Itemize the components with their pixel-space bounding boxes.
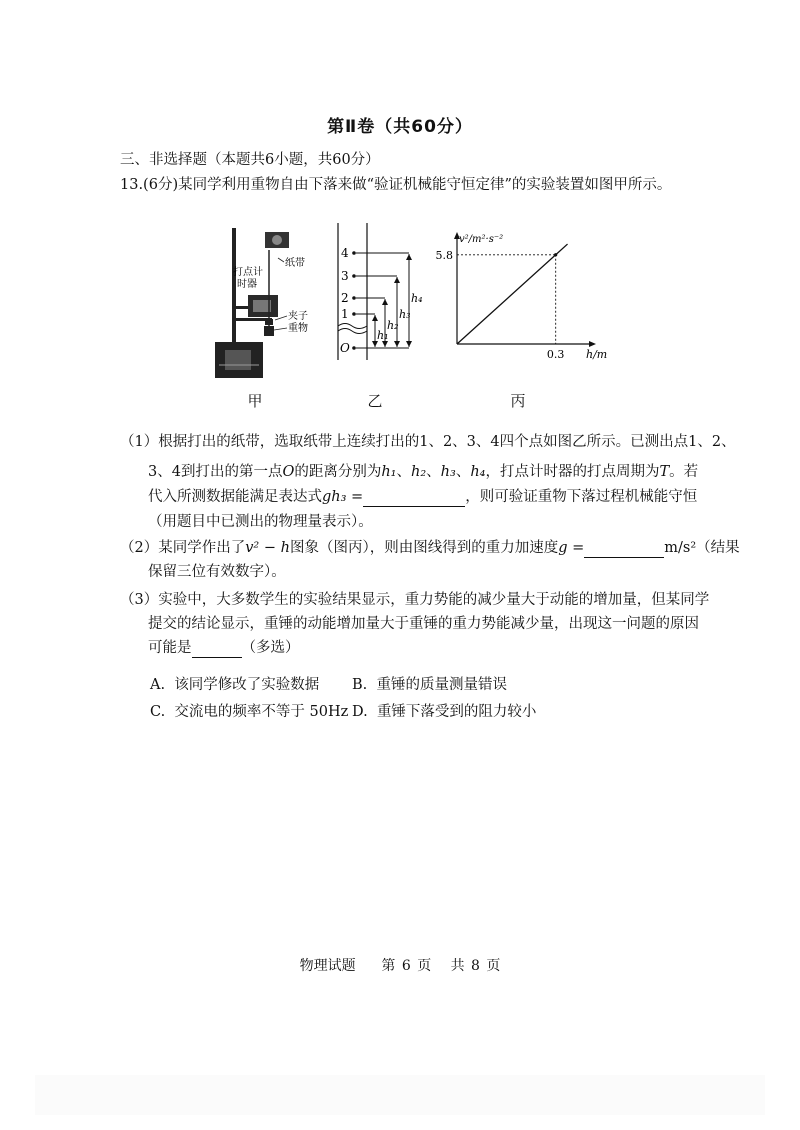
- part3-line2: 提交的结论显示，重锤的动能增加量大于重锤的重力势能减少量，出现这一问题的原因: [148, 616, 699, 632]
- figure-bing-graph: [425, 232, 608, 367]
- label-timer-1: 打点计: [233, 267, 263, 278]
- label-clamp: 夹子: [288, 311, 308, 322]
- stand-pole: [232, 228, 236, 344]
- option-b[interactable]: B. 重锤的质量测量错误: [352, 677, 507, 693]
- part1-line2: 3、4到打出的第一点O的距离分别为h₁、h₂、h₃、h₄，打点计时器的打点周期为T。若: [148, 464, 699, 480]
- part2-line2: 保留三位有效数字）。: [148, 564, 286, 580]
- tape-label-1: 1: [341, 307, 349, 321]
- part3-line3: 可能是 （多选）: [148, 640, 300, 656]
- tape-point-2: [352, 296, 356, 300]
- part3-line1: （3）实验中，大多数学生的实验结果显示，重力势能的减少量大于动能的增加量，但某同学: [120, 592, 710, 608]
- scan-bottom-shade: [35, 1075, 765, 1115]
- tape-label-3: 3: [341, 269, 349, 283]
- label-timer-2: 时器: [237, 279, 257, 290]
- tape-height-h1: h₁: [377, 329, 389, 342]
- y-axis-label: v²/m²·s⁻²: [459, 234, 504, 245]
- answer-blank-1[interactable]: [363, 490, 465, 507]
- option-d[interactable]: D. 重锤下落受到的阻力较小: [352, 704, 537, 720]
- question-stem: 13.(6分)某同学利用重物自由下落来做“验证机械能守恒定律”的实验装置如图甲所示。: [120, 177, 672, 193]
- tape-height-h3: h₃: [399, 308, 411, 321]
- x-tick-label: 0.3: [546, 348, 565, 361]
- part1-line1: （1）根据打出的纸带，选取纸带上连续打出的1、2、3、4四个点如图乙所示。已测出点1、2、: [120, 434, 736, 450]
- label-weight: 重物: [288, 323, 308, 334]
- data-point: [554, 253, 557, 256]
- caption-jia: 甲: [247, 392, 263, 410]
- option-a[interactable]: A. 该同学修改了实验数据: [150, 677, 320, 693]
- figure-jia-apparatus: [205, 220, 320, 390]
- section-heading: 三、非选择题（本题共6小题，共60分）: [120, 152, 380, 168]
- page-footer: 物理试题 第 6 页 共 8 页: [299, 958, 501, 974]
- tape-height-h2: h₂: [387, 319, 399, 332]
- figure-yi-tape: [325, 218, 430, 368]
- y-tick-label: 5.8: [435, 248, 453, 262]
- answer-blank-2[interactable]: [584, 541, 664, 558]
- tape-label-4: 4: [341, 246, 349, 260]
- tape-point-4: [352, 251, 356, 255]
- part1-line3: 代入所测数据能满足表达式gh₃ = ，则可验证重物下落过程机械能守恒: [148, 489, 698, 505]
- tape-point-o: [352, 346, 356, 350]
- part1-line4: （用题目中已测出的物理量表示）。: [148, 514, 373, 530]
- option-c[interactable]: C. 交流电的频率不等于 50Hz: [150, 704, 349, 720]
- weight: [264, 326, 274, 336]
- caption-yi: 乙: [367, 392, 383, 410]
- page-title: 第Ⅱ卷（共60分）: [327, 117, 473, 137]
- tape-point-3: [352, 274, 356, 278]
- tape-label-o: O: [340, 341, 350, 355]
- label-tape: 纸带: [285, 258, 305, 269]
- tape-label-2: 2: [341, 291, 349, 305]
- x-axis-label: h/m: [586, 348, 608, 361]
- answer-blank-3[interactable]: [192, 641, 242, 658]
- clamp: [265, 319, 273, 325]
- tape-point-1: [352, 312, 356, 316]
- series-line: [457, 244, 568, 344]
- part2-line1: （2）某同学作出了v² − h图象（图丙），则由图线得到的重力加速度g = m/s²（结果: [120, 540, 740, 556]
- x-axis-arrow: [589, 341, 596, 347]
- tape-height-h4: h₄: [411, 292, 423, 305]
- caption-bing: 丙: [510, 392, 526, 410]
